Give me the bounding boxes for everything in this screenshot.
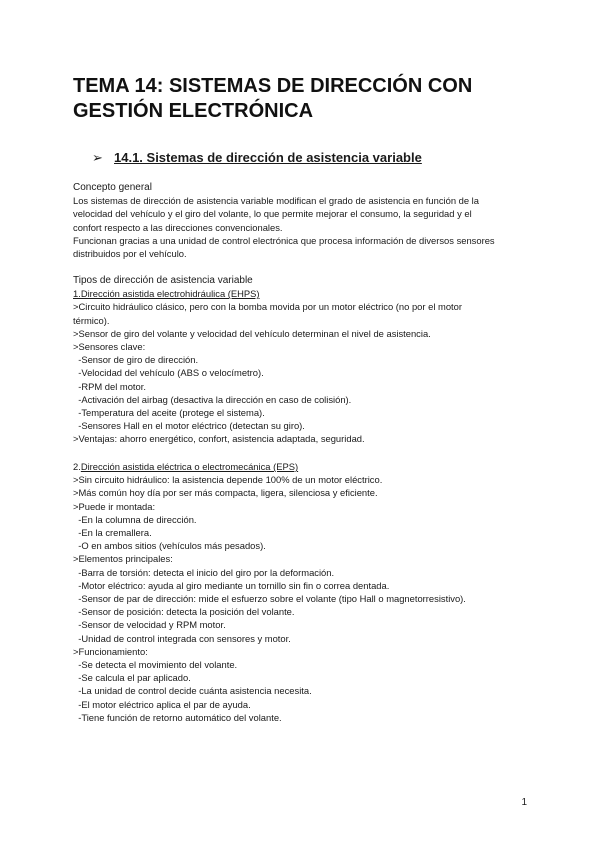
list-item: -Barra de torsión: detecta el inicio del giro por la deformación. (73, 566, 335, 578)
list-item: -O en ambos sitios (vehículos más pesados). (73, 540, 266, 552)
list-item: -Sensor de velocidad y RPM motor. (73, 619, 226, 631)
concept-heading: Concepto general (73, 182, 152, 193)
concept-line: Funcionan gracias a una unidad de control electrónica que procesa información de diversos sensores (73, 234, 495, 246)
eps-block (73, 460, 533, 724)
list-item: -Sensor de giro de dirección. (73, 354, 199, 366)
list-item: -RPM del motor. (73, 380, 146, 392)
list-item: -Temperatura del aceite (protege el sistema). (73, 407, 265, 419)
list-item: -Unidad de control integrada con sensores y motor. (73, 632, 291, 644)
list-item: -Motor eléctrico: ayuda al giro mediante un tornillo sin fin o correa dentada. (73, 579, 390, 591)
list-item: -Sensor de par de dirección: mide el esfuerzo sobre el volante (tipo Hall o magnetorresistivo). (73, 593, 466, 605)
list-item: >Elementos principales: (73, 553, 173, 565)
list-item: >Sensor de giro del volante y velocidad del vehículo determinan el nivel de asistencia. (73, 327, 431, 339)
list-item: >Circuito hidráulico clásico, pero con la bomba movida por un motor eléctrico (no por el motor (73, 301, 462, 313)
eps-title-prefix: 2. (73, 461, 81, 472)
page-number: 1 (521, 797, 527, 808)
list-item: -El motor eléctrico aplica el par de ayuda. (73, 698, 251, 710)
concept-block (73, 181, 533, 260)
eps-title-line (73, 460, 533, 473)
eps-title: Dirección asistida eléctrica o electromecánica (EPS) (80, 461, 299, 472)
concept-line: distribuidos por el vehículo. (73, 248, 187, 260)
list-item: -Se calcula el par aplicado. (73, 672, 191, 684)
ehps-title: 1.Dirección asistida electrohidráulica (EHPS) (73, 288, 260, 300)
list-item: -Sensores Hall en el motor eléctrico (detectan su giro). (73, 420, 305, 432)
list-item: -Sensor de posición: detecta la posición del volante. (73, 606, 295, 618)
types-heading: Tipos de dirección de asistencia variable (73, 275, 253, 286)
arrow-bullet-icon: ➢ (92, 150, 103, 165)
ehps-lines (73, 300, 533, 445)
section-heading (92, 150, 422, 166)
list-item: -Velocidad del vehículo (ABS o velocímetro). (73, 367, 264, 379)
list-item: -Tiene función de retorno automático del volante. (73, 711, 282, 723)
list-item: -En la columna de dirección. (73, 513, 197, 525)
list-item: >Más común hoy día por ser más compacta, ligera, silenciosa y eficiente. (73, 487, 378, 499)
list-item: >Ventajas: ahorro energético, confort, asistencia adaptada, seguridad. (73, 433, 365, 445)
section-title: 14.1. Sistemas de dirección de asistencia variable (114, 150, 422, 165)
concept-line: Los sistemas de dirección de asistencia variable modifican el grado de asistencia en función de la (73, 195, 479, 207)
ehps-block (73, 274, 533, 446)
list-item: >Puede ir montada: (73, 500, 156, 512)
list-item: >Sin circuito hidráulico: la asistencia depende 100% de un motor eléctrico. (73, 474, 383, 486)
concept-line: velocidad del vehículo y el giro del volante, lo que permite mejorar el consumo, la seguridad y el (73, 208, 472, 220)
list-item: >Funcionamiento: (73, 645, 148, 657)
list-item: -La unidad de control decide cuánta asistencia necesita. (73, 685, 312, 697)
list-item: >Sensores clave: (73, 341, 146, 353)
document-title: TEMA 14: SISTEMAS DE DIRECCIÓN CON GESTIÓN ELECTRÓNICA (73, 75, 473, 122)
eps-lines (73, 473, 533, 724)
concept-line: confort respecto a las direcciones convencionales. (73, 221, 283, 233)
list-item: -En la cremallera. (73, 527, 152, 539)
list-item: -Activación del airbag (desactiva la dirección en caso de colisión). (73, 393, 352, 405)
list-item: -Se detecta el movimiento del volante. (73, 659, 238, 671)
list-item: térmico). (73, 314, 110, 326)
